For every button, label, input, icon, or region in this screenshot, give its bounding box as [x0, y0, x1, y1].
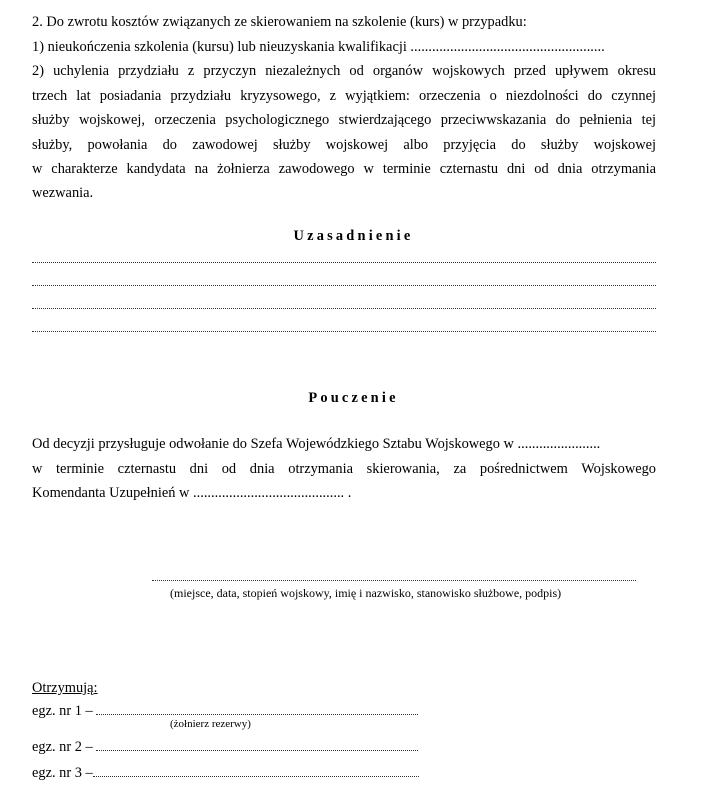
- section2-line-1: 2. Do zwrotu kosztów związanych ze skierowaniem na szkolenie (kurs) w przypadku:: [32, 14, 527, 30]
- uzasadnienie-dotted-line-3: [32, 298, 656, 309]
- section2-line-5: służby wojskowej, orzeczenia psychologicznego stwierdzającego przeciwwskazania do pełnienia tej: [32, 112, 656, 128]
- copy-row-3: [32, 763, 452, 783]
- section2-line-2: 1) nieukończenia szkolenia (kursu) lub nieuzyskania kwalifikacji ......................................................: [32, 39, 605, 55]
- copy-row-3-dotted-fill: [93, 764, 419, 777]
- signature-dotted-line: [152, 570, 636, 581]
- copy-row-1-caption: (żołnierz rezerwy): [170, 718, 251, 730]
- copy-row-1-label: egz. nr 1 –: [32, 703, 97, 719]
- copy-row-1-dotted-fill: [96, 702, 418, 715]
- pouczenie-line-3: Komendanta Uzupełnień w .......................................... .: [32, 485, 352, 501]
- section2-line-6: służby, powołania do zawodowej służby wojskowej albo przyjęcia do służby wojskowej: [32, 137, 656, 153]
- signature-caption: (miejsce, data, stopień wojskowy, imię i nazwisko, stanowisko służbowe, podpis): [170, 586, 562, 600]
- section2-line-7: w charakterze kandydata na żołnierza zawodowego w terminie czternastu dni od dnia otrzymania: [32, 161, 656, 177]
- otrzymuja-title: [32, 678, 656, 698]
- section2-line-8: wezwania.: [32, 185, 94, 201]
- section2-line-4: trzech lat posiadania przydziału kryzysowego, z wyjątkiem: orzeczenia o niezdolności do czynnej: [32, 88, 656, 104]
- uzasadnienie-dotted-line-1: [32, 252, 656, 263]
- copy-row-2-label: egz. nr 2 –: [32, 739, 97, 755]
- copy-row-3-label: egz. nr 3 –: [32, 765, 93, 781]
- section2-line-3: 2) uchylenia przydziału z przyczyn niezależnych od organów wojskowych przed upływem okresu: [32, 63, 656, 79]
- pouczenie-line-1: Od decyzji przysługuje odwołanie do Szefa Wojewódzkiego Sztabu Wojskowego w .......................: [32, 436, 601, 452]
- uzasadnienie-heading: Uzasadnienie: [293, 228, 414, 244]
- otrzymuja-title-text: Otrzymują:: [32, 680, 98, 696]
- uzasadnienie-dotted-line-2: [32, 275, 656, 286]
- copy-row-2: [32, 737, 452, 757]
- copy-row-2-dotted-fill: [96, 738, 418, 751]
- pouczenie-heading: Pouczenie: [308, 390, 399, 406]
- uzasadnienie-dotted-line-4: [32, 321, 656, 332]
- pouczenie-line-2: w terminie czternastu dni od dnia otrzymania skierowania, za pośrednictwem Wojskowego: [32, 461, 656, 477]
